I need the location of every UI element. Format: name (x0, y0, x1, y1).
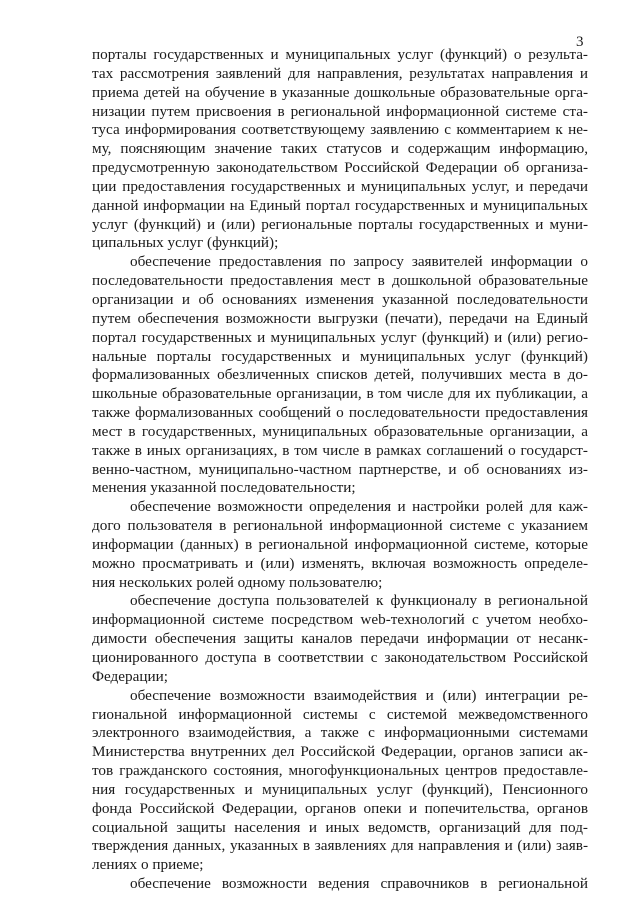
paragraph (92, 687, 588, 875)
text-line: димости обеспечения защиты каналов передачи информации от несанк- (92, 630, 588, 648)
text-line: информации (данных) в региональной информационной системе, которые (92, 535, 588, 553)
text-line: приема детей на обучение в указанные дошкольные образовательные орга- (92, 83, 588, 101)
text-line: ния государственных и муниципальных услуг (функций), Пенсионного (92, 780, 588, 798)
text-line: Федерации; (92, 667, 168, 685)
text-line: обеспечение возможности ведения справочников в региональной (130, 875, 588, 893)
document-body (92, 46, 588, 894)
text-line: тверждения данных, указанных в заявлениях для направления и (или) заяв- (92, 837, 588, 855)
text-line: венно-частном, муниципально-частном партнерстве, и об основаниях из- (92, 460, 588, 478)
text-line: обеспечение доступа пользователей к функционалу в региональной (130, 592, 588, 610)
text-line: ния нескольких ролей одному пользователю; (92, 573, 383, 591)
text-line: туса информирования соответствующему заявлению с комментарием к не- (92, 121, 588, 139)
text-line: электронного взаимодействия, а также с информационными системами (92, 724, 588, 742)
paragraph (92, 253, 588, 498)
text-line: лениях о приеме; (92, 856, 204, 874)
text-line: мест в государственных, муниципальных образовательные организации, а (92, 422, 588, 440)
text-line: низации путем присвоения в региональной информационной системе ста- (92, 102, 588, 120)
paragraph (92, 875, 588, 894)
text-line: ципальных услуг (функций); (92, 234, 279, 252)
text-line: организации и об основаниях изменения указанной последовательности (92, 290, 588, 308)
text-line: нальные порталы государственных и муниципальных услуг (функций) (92, 347, 588, 365)
text-line: информационной системе посредством web-технологий с учетом необхо- (92, 611, 588, 629)
text-line: также в иных организациях, в том числе в рамках соглашений о государст- (92, 441, 588, 459)
page-number: 3 (576, 34, 584, 50)
text-line: предусмотренную законодательством Российской Федерации об организа- (92, 159, 588, 177)
text-line: путем обеспечения возможности выгрузки (печати), передачи на Единый (92, 309, 588, 327)
text-line: ции предоставления государственных и муниципальных услуг, и передачи (92, 177, 588, 195)
text-line: обеспечение возможности взаимодействия и (или) интеграции ре- (130, 686, 588, 704)
text-line: фонда Российской Федерации, органов опеки и попечительства, органов (92, 799, 588, 817)
text-line: услуг (функций) и (или) региональные порталы государственных и муни- (92, 215, 588, 233)
text-line: тах рассмотрения заявлений для направления, результатах направления и (92, 64, 588, 82)
text-line: школьные образовательные организации, в том числе для их публикации, а (92, 385, 588, 403)
text-line: менения указанной последовательности; (92, 479, 356, 497)
text-line: ционированного доступа в соответствии с законодательством Российской (92, 649, 588, 666)
text-line: гиональной информационной системы с системой межведомственного (92, 705, 588, 723)
text-line: обеспечение предоставления по запросу заявителей информации о (130, 253, 588, 271)
text-line: тов гражданского состояния, многофункциональных центров предоставле- (92, 762, 588, 780)
text-line: данной информации на Единый портал государственных и муниципальных (92, 196, 588, 214)
text-line: последовательности предоставления мест в дошкольной образовательные (92, 272, 588, 290)
text-line: му, поясняющим значение таких статусов и содержащим информацию, (92, 140, 588, 158)
text-line: обеспечение возможности определения и настройки ролей для каж- (130, 498, 588, 516)
text-line: формализованных обезличенных списков детей, получивших места в до- (92, 366, 588, 384)
paragraph (92, 46, 588, 253)
text-line: порталы государственных и муниципальных услуг (функций) о результа- (92, 46, 588, 63)
paragraph (92, 592, 588, 686)
text-line: дого пользователя в региональной информационной системе с указанием (92, 517, 588, 535)
paragraph (92, 498, 588, 592)
text-line: можно просматривать и (или) изменять, включая возможность определе- (92, 554, 588, 572)
text-line: Министерства внутренних дел Российской Федерации, органов записи ак- (92, 743, 588, 761)
text-line: портал государственных и муниципальных услуг (функций) и (или) регио- (92, 328, 588, 346)
text-line: также формализованных сообщений о последовательности предоставления (92, 404, 588, 422)
text-line: социальной защиты населения и иных ведомств, организаций для под- (92, 818, 588, 836)
